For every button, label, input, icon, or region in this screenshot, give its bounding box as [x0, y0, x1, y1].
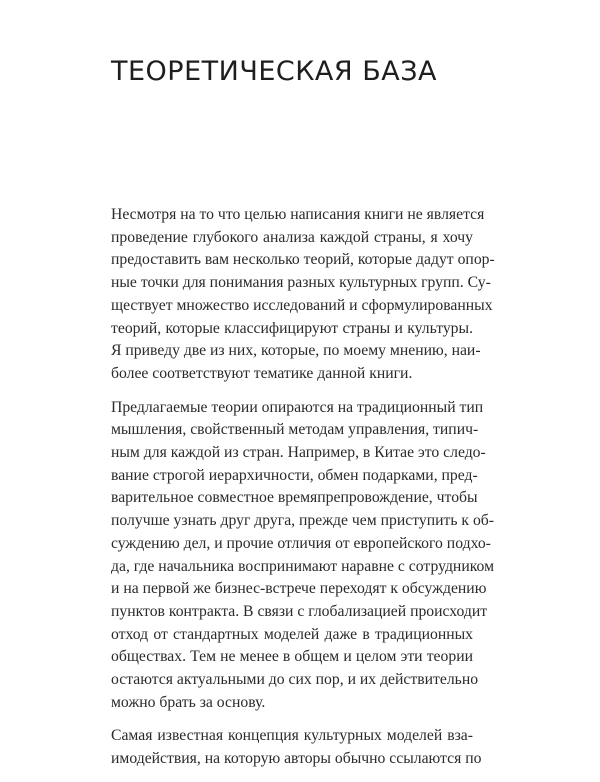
- text-line: можно брать за основу.: [111, 693, 266, 711]
- paragraph: [111, 725, 482, 770]
- body-text: [111, 204, 495, 782]
- text-line: отход от стандартных моделей даже в традиционных: [111, 625, 473, 643]
- text-line: предоставить вам несколько теорий, которые дадут опор-: [111, 251, 495, 269]
- text-line: ществует множество исследований и сформулированных: [111, 296, 493, 314]
- text-line: Я приведу две из них, которые, по моему мнению, наи-: [111, 342, 481, 360]
- text-line: мышления, свойственный методам управления, типич-: [111, 421, 479, 439]
- text-line: ным для каждой из стран. Например, в Китае это следо-: [111, 444, 486, 462]
- text-line: остаются актуальными до сих пор, и их действительно: [111, 671, 479, 689]
- text-line: и на первой же бизнес-встрече переходят к обсуждению: [111, 580, 487, 598]
- text-line: Предлагаемые теории опираются на традиционный тип: [111, 398, 484, 416]
- text-line: проведение глубокого анализа каждой страны, я хочу: [111, 228, 473, 246]
- text-line: Самая известная концепция культурных моделей вза-: [111, 727, 473, 745]
- text-line: более соответствуют тематике данной книги.: [111, 364, 413, 382]
- text-line: суждению дел, и прочие отличия от европейского подхо-: [111, 534, 491, 552]
- text-line: варительное совместное времяпрепровождение, чтобы: [111, 489, 478, 507]
- paragraph: [111, 397, 495, 715]
- text-line: пунктов контракта. В связи с глобализацией происходит: [111, 602, 488, 620]
- paragraph: [111, 204, 495, 386]
- text-line: имодействия, на которую авторы обычно ссылаются по: [111, 750, 482, 768]
- text-line: вание строгой иерархичности, обмен подарками, пред-: [111, 466, 478, 484]
- text-line: да, где начальника воспринимают наравне с сотрудником: [111, 557, 495, 575]
- text-line: обществах. Тем не менее в общем и целом эти теории: [111, 648, 473, 666]
- text-line: получше узнать друг друга, прежде чем приступить к об-: [111, 512, 495, 530]
- text-line: ные точки для понимания разных культурных групп. Су-: [111, 274, 491, 292]
- chapter-title: ТЕОРЕТИЧЕСКАЯ БАЗА: [111, 56, 438, 87]
- text-line: теорий, которые классифицируют страны и культуры.: [111, 319, 473, 337]
- text-line: Несмотря на то что целью написания книги не является: [111, 206, 485, 223]
